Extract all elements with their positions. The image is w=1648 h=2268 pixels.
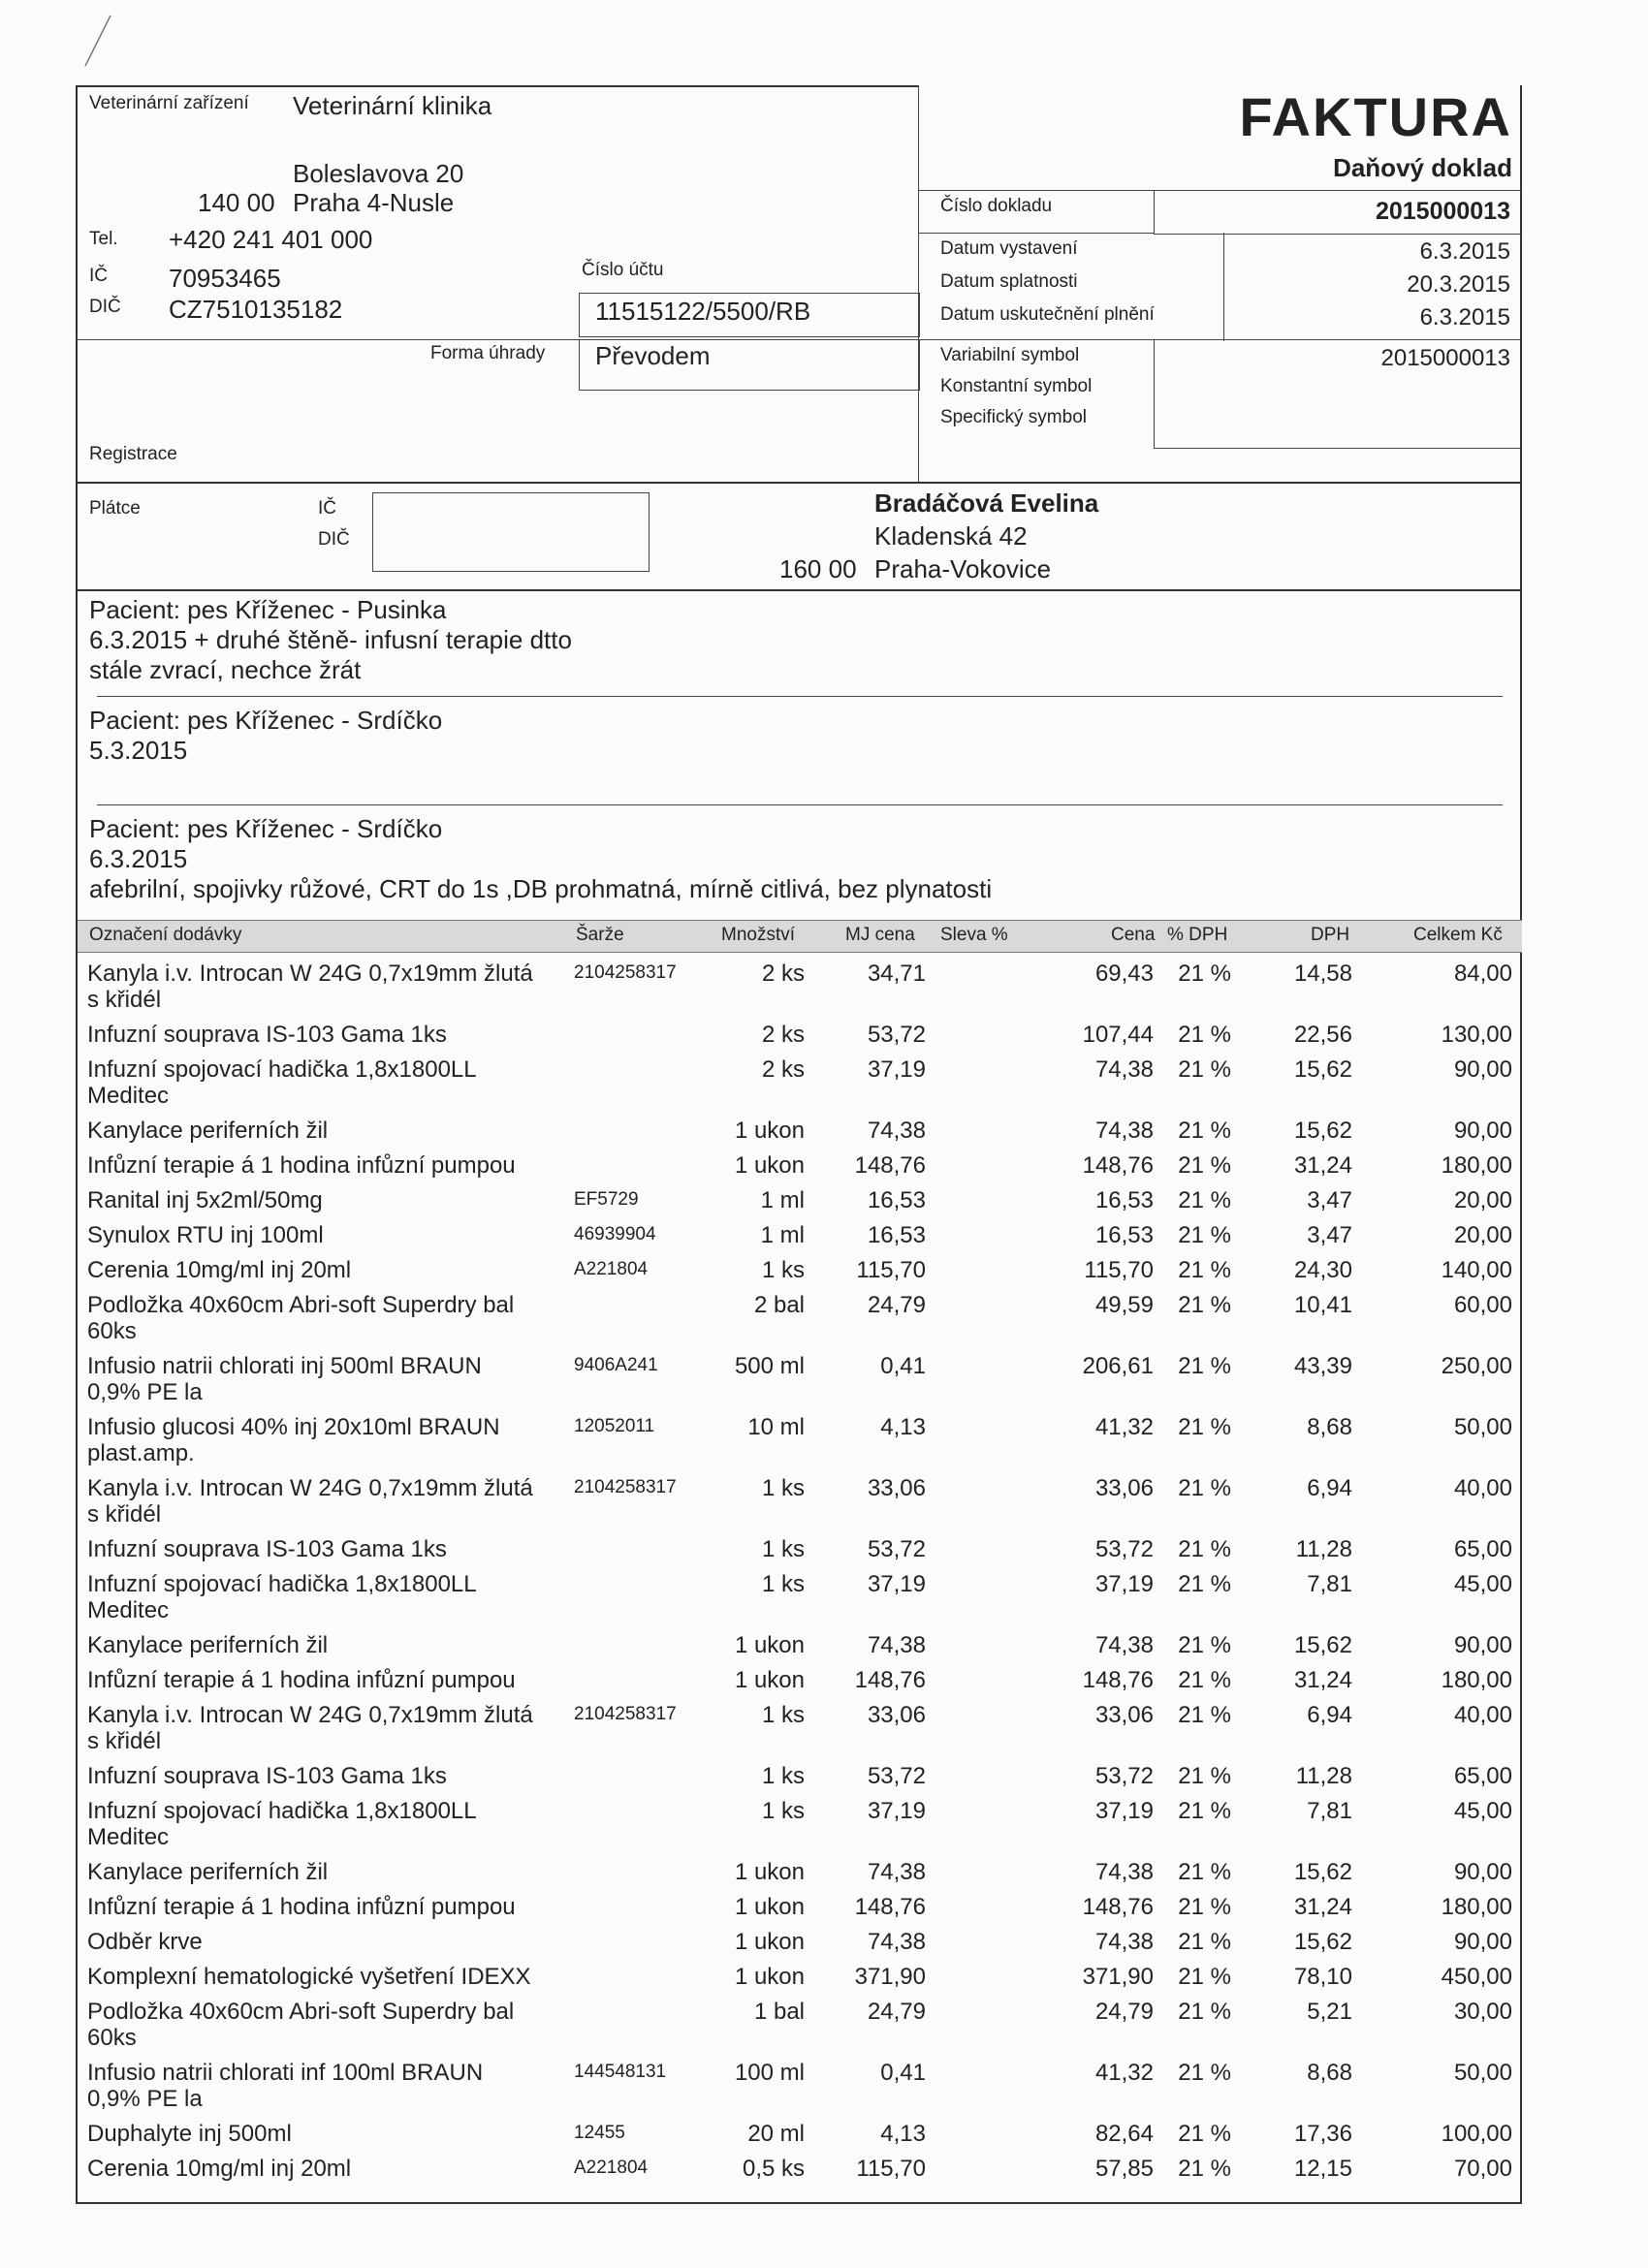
note2-line2: 5.3.2015: [89, 736, 188, 765]
cell-vat: 31,24: [1293, 1894, 1352, 1920]
doc-number-label: Číslo dokladu: [940, 196, 1053, 216]
cell-vat: 78,10: [1293, 1964, 1352, 1990]
issuer-name: Veterinární klinika: [293, 91, 492, 120]
cell-name-continued: Meditec: [87, 1597, 170, 1623]
line: [1154, 448, 1520, 449]
cell-qty: 1 ukon: [734, 1667, 805, 1693]
line: [918, 233, 1154, 234]
cell-qty: 0,5 ks: [742, 2156, 805, 2182]
cell-name: Infůzní terapie á 1 hodina infůzní pumpou: [87, 1667, 516, 1693]
cell-vat-rate: 21 %: [1178, 1571, 1231, 1597]
cell-vat: 6,94: [1307, 1475, 1352, 1501]
cell-unit-price: 53,72: [867, 1536, 926, 1562]
cell-qty: 100 ml: [734, 2060, 805, 2086]
account-value: 11515122/5500/RB: [595, 297, 811, 326]
cell-price: 148,76: [1082, 1894, 1154, 1920]
cell-name-continued: Meditec: [87, 1824, 170, 1850]
cell-vat-rate: 21 %: [1178, 1222, 1231, 1248]
cell-qty: 1 ukon: [734, 1632, 805, 1658]
taxable-date: 6.3.2015: [1419, 304, 1510, 331]
frame-left: [76, 85, 78, 2204]
dic-label: DIČ: [89, 297, 121, 317]
cell-qty: 1 ml: [760, 1187, 805, 1213]
cell-vat-rate: 21 %: [1178, 1536, 1231, 1562]
cell-total: 84,00: [1453, 961, 1512, 987]
cell-vat: 11,28: [1295, 1536, 1352, 1562]
cell-name: Infuzní spojovací hadička 1,8x1800LL: [87, 1056, 477, 1083]
col-header-unit-price: MJ cena: [845, 925, 915, 945]
cell-total: 45,00: [1453, 1798, 1512, 1824]
cell-name: Synulox RTU inj 100ml: [87, 1222, 324, 1248]
cell-vat-rate: 21 %: [1178, 1798, 1231, 1824]
cell-unit-price: 74,38: [867, 1859, 926, 1885]
cell-total: 70,00: [1453, 2156, 1512, 2182]
cell-name: Infusio glucosi 40% inj 20x10ml BRAUN: [87, 1414, 500, 1440]
invoice-subtitle: Daňový doklad: [1333, 153, 1512, 182]
ic-value: 70953465: [169, 264, 281, 293]
cell-unit-price: 33,06: [867, 1702, 926, 1728]
cell-price: 33,06: [1094, 1702, 1154, 1728]
cell-price: 107,44: [1082, 1022, 1154, 1048]
cell-total: 50,00: [1453, 1414, 1512, 1440]
cell-total: 180,00: [1441, 1894, 1512, 1920]
cell-vat: 43,39: [1293, 1353, 1352, 1379]
line: [918, 190, 1155, 191]
cell-name: Podložka 40x60cm Abri-soft Superdry bal: [87, 1999, 515, 2025]
frame-right: [1520, 85, 1522, 2204]
cell-vat: 7,81: [1307, 1571, 1352, 1597]
cell-unit-price: 115,70: [856, 2156, 926, 2182]
note1-line3: stále zvrací, nechce žrát: [89, 655, 362, 684]
payer-dic-label: DIČ: [318, 529, 350, 550]
cell-price: 41,32: [1094, 1414, 1154, 1440]
cell-name-continued: 0,9% PE la: [87, 2086, 203, 2112]
cell-name: Komplexní hematologické vyšetření IDEXX: [87, 1964, 531, 1990]
cell-unit-price: 33,06: [867, 1475, 926, 1501]
cell-qty: 1 ukon: [734, 1152, 805, 1179]
cell-qty: 1 ks: [761, 1798, 805, 1824]
cell-name-continued: 0,9% PE la: [87, 1379, 203, 1405]
cell-qty: 1 ukon: [734, 1118, 805, 1144]
cell-price: 49,59: [1094, 1292, 1154, 1318]
cell-name: Infuzní souprava IS-103 Gama 1ks: [87, 1022, 447, 1048]
cell-name: Infusio natrii chlorati inj 500ml BRAUN: [87, 1353, 482, 1379]
cell-total: 30,00: [1453, 1999, 1512, 2025]
cell-vat-rate: 21 %: [1178, 1475, 1231, 1501]
items-table-header: [78, 920, 1522, 953]
cell-qty: 10 ml: [747, 1414, 805, 1440]
cell-vat: 15,62: [1293, 1859, 1352, 1885]
ic-label: IČ: [89, 266, 108, 286]
col-header-vat-rate: % DPH: [1167, 925, 1228, 945]
note3-line2: 6.3.2015: [89, 844, 188, 873]
cell-total: 20,00: [1453, 1222, 1512, 1248]
cell-unit-price: 16,53: [867, 1222, 926, 1248]
cell-vat-rate: 21 %: [1178, 1292, 1231, 1318]
cell-price: 74,38: [1094, 1632, 1154, 1658]
line: [1154, 339, 1155, 448]
cell-price: 69,43: [1094, 961, 1154, 987]
note3-line1: Pacient: pes Kříženec - Srdíčko: [89, 814, 443, 843]
cell-price: 57,85: [1094, 2156, 1154, 2182]
note-separator: [97, 696, 1503, 697]
cell-name: Duphalyte inj 500ml: [87, 2121, 292, 2147]
cell-qty: 1 ks: [761, 1475, 805, 1501]
cell-price: 37,19: [1094, 1571, 1154, 1597]
payment-label: Forma úhrady: [430, 343, 546, 363]
cell-vat-rate: 21 %: [1178, 1632, 1231, 1658]
cell-unit-price: 115,70: [856, 1257, 926, 1283]
col-header-discount: Sleva %: [940, 925, 1008, 945]
cell-vat: 12,15: [1293, 2156, 1352, 2182]
cell-total: 40,00: [1453, 1475, 1512, 1501]
issued-date: 6.3.2015: [1419, 238, 1510, 265]
cell-price: 206,61: [1082, 1353, 1154, 1379]
cell-qty: 2 ks: [761, 1022, 805, 1048]
cell-vat: 31,24: [1293, 1667, 1352, 1693]
payer-city: Praha-Vokovice: [874, 554, 1052, 583]
cell-batch: A221804: [574, 2158, 649, 2178]
cell-name: Infusio natrii chlorati inf 100ml BRAUN: [87, 2060, 484, 2086]
cell-total: 180,00: [1441, 1667, 1512, 1693]
cell-batch: A221804: [574, 1259, 649, 1279]
cell-unit-price: 24,79: [867, 1292, 926, 1318]
cell-qty: 2 ks: [761, 961, 805, 987]
cell-vat: 15,62: [1293, 1929, 1352, 1955]
cell-unit-price: 53,72: [867, 1763, 926, 1789]
cell-qty: 1 ml: [760, 1222, 805, 1248]
registration-label: Registrace: [89, 444, 177, 464]
ks-label: Konstantní symbol: [940, 376, 1093, 396]
cell-price: 24,79: [1094, 1999, 1154, 2025]
cell-name: Odběr krve: [87, 1929, 203, 1955]
cell-vat-rate: 21 %: [1178, 1056, 1231, 1083]
cell-vat-rate: 21 %: [1178, 1894, 1231, 1920]
cell-vat-rate: 21 %: [1178, 1929, 1231, 1955]
cell-vat-rate: 21 %: [1178, 961, 1231, 987]
cell-price: 53,72: [1094, 1763, 1154, 1789]
cell-vat: 5,21: [1307, 1999, 1352, 2025]
cell-unit-price: 37,19: [867, 1798, 926, 1824]
cell-vat: 8,68: [1307, 1414, 1352, 1440]
cell-total: 90,00: [1453, 1929, 1512, 1955]
payer-zip: 160 00: [779, 554, 857, 583]
cell-name: Ranital inj 5x2ml/50mg: [87, 1187, 323, 1213]
vs-label: Variabilní symbol: [940, 345, 1080, 365]
due-label: Datum splatnosti: [940, 271, 1078, 292]
cell-name: Infuzní spojovací hadička 1,8x1800LL: [87, 1798, 477, 1824]
cell-vat-rate: 21 %: [1178, 1859, 1231, 1885]
cell-vat: 22,56: [1293, 1022, 1352, 1048]
cell-unit-price: 74,38: [867, 1929, 926, 1955]
cell-vat-rate: 21 %: [1178, 1353, 1231, 1379]
vs-value: 2015000013: [1380, 345, 1510, 371]
note-separator: [97, 804, 1503, 805]
line: [76, 589, 1522, 591]
cell-total: 20,00: [1453, 1187, 1512, 1213]
cell-qty: 1 ks: [761, 1702, 805, 1728]
cell-price: 74,38: [1094, 1929, 1154, 1955]
issuer-label: Veterinární zařízení: [89, 93, 249, 113]
payment-value: Převodem: [595, 341, 711, 370]
issuer-city: Praha 4-Nusle: [293, 188, 455, 217]
cell-name-continued: s křidél: [87, 1501, 162, 1528]
cell-unit-price: 74,38: [867, 1118, 926, 1144]
cell-name-continued: s křidél: [87, 1728, 162, 1754]
cell-batch: 12455: [574, 2123, 625, 2143]
note1-line2: 6.3.2015 + druhé štěně- infusní terapie dtto: [89, 625, 572, 654]
cell-name: Kanyla i.v. Introcan W 24G 0,7x19mm žlutá: [87, 1475, 533, 1501]
cell-name-continued: Meditec: [87, 1083, 170, 1109]
due-date: 20.3.2015: [1407, 271, 1510, 298]
cell-unit-price: 24,79: [867, 1999, 926, 2025]
line: [76, 482, 1522, 484]
cell-qty: 2 bal: [753, 1292, 805, 1318]
cell-qty: 1 ukon: [734, 1964, 805, 1990]
cell-name: Kanylace periferních žil: [87, 1859, 329, 1885]
cell-unit-price: 37,19: [867, 1571, 926, 1597]
frame-top: [76, 85, 919, 87]
cell-total: 90,00: [1453, 1632, 1512, 1658]
cell-qty: 1 ukon: [734, 1929, 805, 1955]
cell-price: 74,38: [1094, 1056, 1154, 1083]
ss-label: Specifický symbol: [940, 407, 1087, 427]
payer-label: Plátce: [89, 498, 141, 519]
col-header-qty: Množství: [721, 925, 796, 945]
cell-vat-rate: 21 %: [1178, 1152, 1231, 1179]
tel-value: +420 241 401 000: [169, 225, 373, 254]
cell-name: Infůzní terapie á 1 hodina infůzní pumpou: [87, 1894, 516, 1920]
cell-price: 41,32: [1094, 2060, 1154, 2086]
cell-name: Infuzní souprava IS-103 Gama 1ks: [87, 1536, 447, 1562]
cell-vat-rate: 21 %: [1178, 1763, 1231, 1789]
cell-total: 60,00: [1453, 1292, 1512, 1318]
cell-total: 450,00: [1441, 1964, 1512, 1990]
tel-label: Tel.: [89, 229, 118, 249]
cell-price: 16,53: [1094, 1187, 1154, 1213]
cell-total: 180,00: [1441, 1152, 1512, 1179]
cell-qty: 1 bal: [753, 1999, 805, 2025]
cell-unit-price: 148,76: [854, 1152, 926, 1179]
header-divider: [918, 85, 919, 483]
cell-qty: 20 ml: [747, 2121, 805, 2147]
col-header-total: Celkem Kč: [1413, 925, 1503, 945]
cell-vat: 17,36: [1293, 2121, 1352, 2147]
cell-total: 45,00: [1453, 1571, 1512, 1597]
cell-vat-rate: 21 %: [1178, 1257, 1231, 1283]
cell-price: 82,64: [1094, 2121, 1154, 2147]
cell-name: Podložka 40x60cm Abri-soft Superdry bal: [87, 1292, 515, 1318]
cell-vat-rate: 21 %: [1178, 1118, 1231, 1144]
cell-vat: 6,94: [1307, 1702, 1352, 1728]
frame-bottom: [76, 2202, 1522, 2204]
cell-name-continued: plast.amp.: [87, 1440, 195, 1466]
cell-price: 148,76: [1082, 1667, 1154, 1693]
cell-batch: 12052011: [574, 1416, 655, 1436]
cell-batch: 9406A241: [574, 1355, 658, 1375]
note1-line1: Pacient: pes Kříženec - Pusinka: [89, 595, 447, 624]
cell-qty: 1 ukon: [734, 1894, 805, 1920]
issuer-zip: 140 00: [198, 188, 275, 217]
cell-name-continued: s křidél: [87, 987, 162, 1013]
cell-vat-rate: 21 %: [1178, 2121, 1231, 2147]
cell-vat-rate: 21 %: [1178, 1022, 1231, 1048]
cell-vat-rate: 21 %: [1178, 2156, 1231, 2182]
cell-batch: 46939904: [574, 1224, 656, 1244]
note3-line3: afebrilní, spojivky růžové, CRT do 1s ,DB prohmatná, mírně citlivá, bez plynatosti: [89, 874, 993, 903]
cell-name: Kanylace periferních žil: [87, 1632, 329, 1658]
cell-qty: 1 ukon: [734, 1859, 805, 1885]
cell-vat: 31,24: [1293, 1152, 1352, 1179]
cell-vat: 15,62: [1293, 1056, 1352, 1083]
cell-unit-price: 371,90: [854, 1964, 926, 1990]
col-header-batch: Šarže: [576, 925, 624, 945]
cell-vat: 14,58: [1293, 961, 1352, 987]
cell-unit-price: 16,53: [867, 1187, 926, 1213]
cell-batch: 2104258317: [574, 1704, 677, 1724]
cell-total: 250,00: [1441, 1353, 1512, 1379]
cell-price: 74,38: [1094, 1118, 1154, 1144]
cell-total: 65,00: [1453, 1536, 1512, 1562]
dic-value: CZ7510135182: [169, 295, 343, 324]
payer-ic-label: IČ: [318, 498, 336, 519]
cell-price: 53,72: [1094, 1536, 1154, 1562]
cell-name: Kanyla i.v. Introcan W 24G 0,7x19mm žlutá: [87, 961, 533, 987]
cell-unit-price: 148,76: [854, 1894, 926, 1920]
cell-unit-price: 74,38: [867, 1632, 926, 1658]
account-label: Číslo účtu: [582, 260, 664, 280]
cell-total: 40,00: [1453, 1702, 1512, 1728]
col-header-name: Označení dodávky: [89, 925, 242, 945]
pen-stroke-mark: [78, 10, 116, 68]
cell-name: Infuzní souprava IS-103 Gama 1ks: [87, 1763, 447, 1789]
cell-name: Cerenia 10mg/ml inj 20ml: [87, 2156, 352, 2182]
doc-number: 2015000013: [1375, 198, 1510, 225]
cell-vat-rate: 21 %: [1178, 1999, 1231, 2025]
cell-name-continued: 60ks: [87, 2025, 137, 2051]
cell-price: 115,70: [1084, 1257, 1154, 1283]
cell-name: Infuzní spojovací hadička 1,8x1800LL: [87, 1571, 477, 1597]
cell-batch: 144548131: [574, 2062, 667, 2082]
cell-vat-rate: 21 %: [1178, 1667, 1231, 1693]
cell-price: 16,53: [1094, 1222, 1154, 1248]
cell-name: Cerenia 10mg/ml inj 20ml: [87, 1257, 352, 1283]
invoice-title: FAKTURA: [1239, 86, 1512, 147]
cell-unit-price: 0,41: [880, 1353, 926, 1379]
cell-vat-rate: 21 %: [1178, 1964, 1231, 1990]
cell-price: 37,19: [1094, 1798, 1154, 1824]
payer-street: Kladenská 42: [874, 521, 1028, 551]
cell-total: 130,00: [1441, 1022, 1512, 1048]
cell-price: 33,06: [1094, 1475, 1154, 1501]
cell-vat-rate: 21 %: [1178, 1187, 1231, 1213]
cell-unit-price: 4,13: [880, 1414, 926, 1440]
line: [1223, 233, 1224, 341]
cell-total: 90,00: [1453, 1118, 1512, 1144]
cell-unit-price: 34,71: [867, 961, 926, 987]
issuer-street: Boleslavova 20: [293, 159, 464, 188]
cell-unit-price: 37,19: [867, 1056, 926, 1083]
cell-name: Kanyla i.v. Introcan W 24G 0,7x19mm žlutá: [87, 1702, 533, 1728]
cell-vat: 24,30: [1293, 1257, 1352, 1283]
cell-vat: 7,81: [1307, 1798, 1352, 1824]
cell-price: 74,38: [1094, 1859, 1154, 1885]
cell-qty: 1 ks: [761, 1763, 805, 1789]
cell-unit-price: 0,41: [880, 2060, 926, 2086]
col-header-price: Cena: [1111, 925, 1156, 945]
cell-price: 371,90: [1082, 1964, 1154, 1990]
cell-vat: 11,28: [1295, 1763, 1352, 1789]
cell-total: 65,00: [1453, 1763, 1512, 1789]
cell-name-continued: 60ks: [87, 1318, 137, 1344]
cell-total: 50,00: [1453, 2060, 1512, 2086]
cell-vat-rate: 21 %: [1178, 1702, 1231, 1728]
cell-unit-price: 4,13: [880, 2121, 926, 2147]
payer-name: Bradáčová Evelina: [874, 488, 1099, 518]
cell-vat-rate: 21 %: [1178, 1414, 1231, 1440]
cell-qty: 1 ks: [761, 1571, 805, 1597]
cell-qty: 2 ks: [761, 1056, 805, 1083]
cell-price: 148,76: [1082, 1152, 1154, 1179]
cell-unit-price: 53,72: [867, 1022, 926, 1048]
cell-vat: 3,47: [1307, 1187, 1352, 1213]
cell-qty: 1 ks: [761, 1536, 805, 1562]
cell-total: 140,00: [1441, 1257, 1512, 1283]
cell-vat: 8,68: [1307, 2060, 1352, 2086]
cell-batch: EF5729: [574, 1189, 639, 1210]
cell-qty: 500 ml: [734, 1353, 805, 1379]
cell-total: 90,00: [1453, 1859, 1512, 1885]
cell-vat: 10,41: [1293, 1292, 1352, 1318]
cell-name: Infůzní terapie á 1 hodina infůzní pumpou: [87, 1152, 516, 1179]
cell-total: 90,00: [1453, 1056, 1512, 1083]
payer-ic-box: [372, 492, 650, 572]
cell-total: 100,00: [1441, 2121, 1512, 2147]
cell-batch: 2104258317: [574, 962, 677, 983]
col-header-vat: DPH: [1311, 925, 1350, 945]
cell-qty: 1 ks: [761, 1257, 805, 1283]
cell-unit-price: 148,76: [854, 1667, 926, 1693]
taxable-label: Datum uskutečnění plnění: [940, 304, 1155, 325]
cell-name: Kanylace periferních žil: [87, 1118, 329, 1144]
cell-vat: 3,47: [1307, 1222, 1352, 1248]
cell-vat: 15,62: [1293, 1118, 1352, 1144]
cell-batch: 2104258317: [574, 1477, 677, 1497]
cell-vat-rate: 21 %: [1178, 2060, 1231, 2086]
note2-line1: Pacient: pes Kříženec - Srdíčko: [89, 706, 443, 735]
cell-vat: 15,62: [1293, 1632, 1352, 1658]
issued-label: Datum vystavení: [940, 238, 1078, 259]
